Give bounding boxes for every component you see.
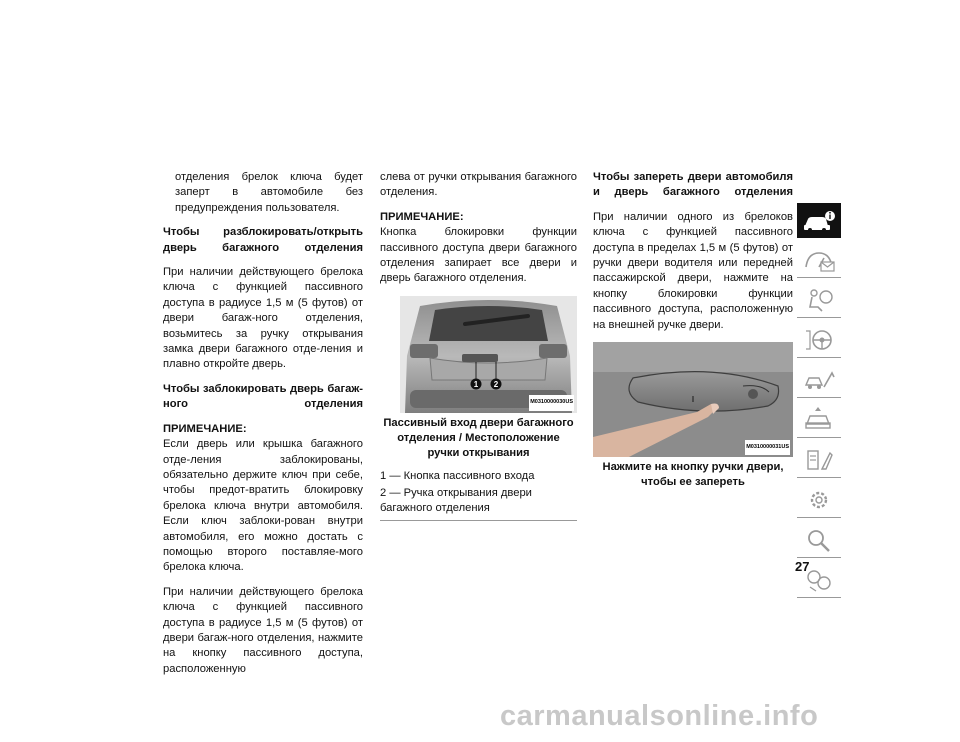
figure-code-2: M0310000031US bbox=[745, 440, 790, 455]
intro-continuation: отделения брелок ключа будет заперт в автомобиле без предупреждения пользователя. bbox=[175, 171, 363, 214]
heading-unlock-liftgate: Чтобы разблокировать/открыть дверь багажного отделения bbox=[163, 226, 363, 254]
column-middle bbox=[380, 170, 577, 521]
door-handle-figure bbox=[593, 342, 793, 457]
column-right bbox=[593, 170, 793, 498]
tab-car-info[interactable] bbox=[797, 203, 841, 238]
paragraph-continuation: слева от ручки открывания багажного отделения. bbox=[380, 171, 577, 199]
tab-dashboard-message[interactable] bbox=[797, 242, 841, 278]
steering-wheel-icon bbox=[802, 327, 836, 353]
note-text-2: Кнопка блокировки функции пассивного доступа двери багажного отделения запирает все двери и дверь багажного отделения. bbox=[380, 226, 577, 285]
note-title-2: ПРИМЕЧАНИЕ: bbox=[380, 210, 464, 223]
paragraph-lock: При наличии действующего брелока ключа с функцией пассивного доступа в радиусе 1,5 м (5 футов) от двери багаж-ного отделения, нажмите на кнопку пассивного доступа, расположенную bbox=[163, 585, 363, 675]
magnifier-icon bbox=[802, 527, 836, 553]
figure-caption: Пассивный вход двери багажного отделения / Местоположение ручки открывания bbox=[383, 416, 574, 459]
tab-car-warning[interactable] bbox=[797, 402, 841, 438]
car-info-icon bbox=[802, 209, 836, 233]
figure-caption-2: Нажмите на кнопку ручки двери, чтобы ее запереть bbox=[602, 461, 784, 489]
watermark: carmanualsonline.info bbox=[500, 700, 819, 732]
note-title: ПРИМЕЧАНИЕ: bbox=[163, 422, 247, 435]
car-tow-icon bbox=[802, 367, 836, 393]
paragraph-unlock: При наличии действующего брелока ключа с функцией пассивного доступа в радиусе 1,5 м (5 футов) от двери багаж-ного отделения, возьмитесь за ручку открывания замка двери багажного отде-ления и плавно откройте дверь. bbox=[163, 266, 363, 371]
callout-2: 2 bbox=[493, 379, 499, 389]
legend-item: 1 — Кнопка пассивного входа bbox=[380, 469, 535, 482]
tab-search[interactable] bbox=[797, 522, 841, 558]
tab-settings[interactable] bbox=[797, 482, 841, 518]
figure-code: M0310000030US bbox=[529, 395, 574, 410]
heading-lock-doors: Чтобы запереть двери автомобиля и дверь багажного отделения bbox=[593, 171, 793, 199]
settings-gear-icon bbox=[802, 487, 836, 513]
column-left bbox=[163, 170, 363, 686]
tab-car-tow[interactable] bbox=[797, 362, 841, 398]
chapter-tabs bbox=[797, 203, 841, 602]
liftgate-figure bbox=[400, 296, 577, 413]
tab-steering[interactable] bbox=[797, 322, 841, 358]
paragraph-lock-doors: При наличии одного из брелоков ключа с функцией пассивного доступа в пределах 1,5 м (5 футов) от ручки двери водителя или передней пассажирской двери, нажмите на кнопку блокировки функции пассивного доступа, расположенную на внешней ручке двери. bbox=[593, 210, 793, 331]
legend-item: 2 — Ручка открывания двери багажного отделения bbox=[380, 486, 532, 514]
tab-tools[interactable] bbox=[797, 442, 841, 478]
car-warning-icon bbox=[802, 407, 836, 433]
page-number: 27 bbox=[795, 559, 810, 574]
callout-1: 1 bbox=[473, 379, 479, 389]
tools-icon bbox=[802, 447, 836, 473]
heading-lock-liftgate: Чтобы заблокировать дверь багаж-ного отделения bbox=[163, 382, 363, 411]
dashboard-message-icon bbox=[802, 247, 836, 273]
airbag-seat-icon bbox=[802, 287, 836, 313]
note-text: Если дверь или крышка багажного отде-ления заблокированы, обязательно держите ключ при себе, чтобы предот-вратить блокировку брелока ключа внутри автомобиля. Если ключ заблоки-рован внутри автомобиля, его можно достать с помощью второго поставляе-мого брелока ключа. bbox=[163, 438, 363, 574]
figure-legend bbox=[380, 469, 577, 521]
tab-airbag-seat[interactable] bbox=[797, 282, 841, 318]
